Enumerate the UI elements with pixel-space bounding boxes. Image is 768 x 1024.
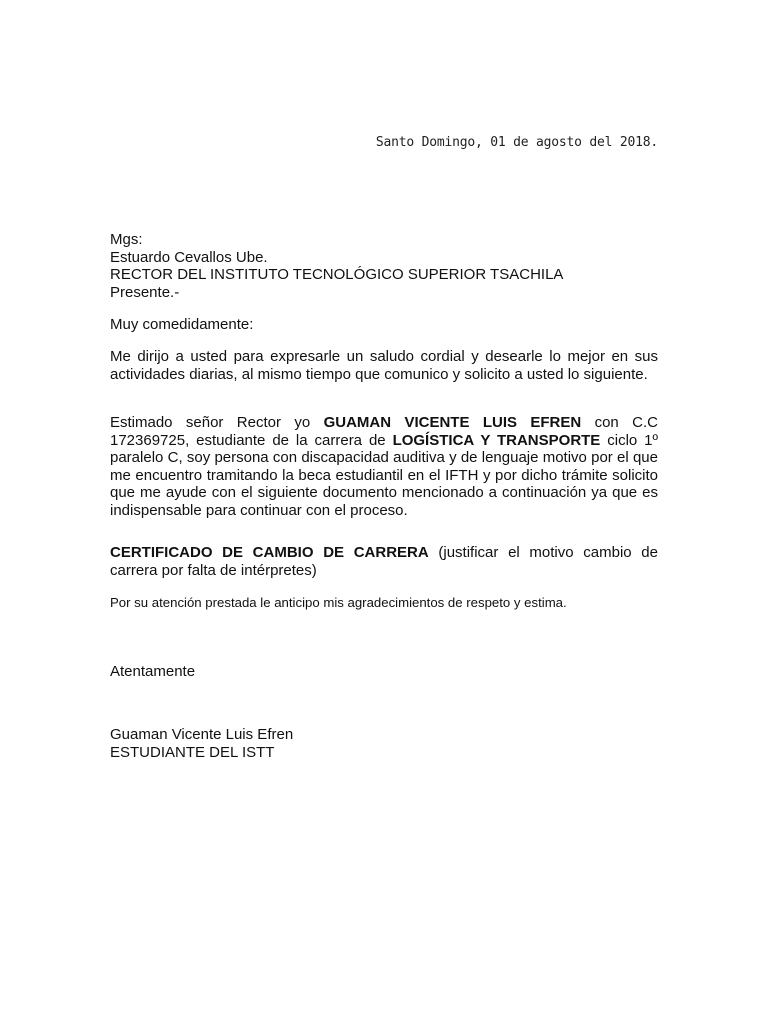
career-name: LOGÍSTICA Y TRANSPORTE bbox=[392, 431, 601, 449]
body-paragraph-3 bbox=[110, 544, 658, 579]
date-line: Santo Domingo, 01 de agosto del 2018. bbox=[375, 135, 658, 150]
signature-name: Guaman Vicente Luis Efren bbox=[110, 726, 294, 743]
paragraph-2-id: con C.C 172369725, estudiante de la carrera de bbox=[110, 414, 658, 449]
certificate-name: CERTIFICADO DE CAMBIO DE CARRERA bbox=[110, 544, 429, 561]
certificate-detail: (justificar el motivo cambio de carrera por falta de intérpretes) bbox=[110, 544, 658, 579]
paragraph-2-intro: Estimado señor Rector yo bbox=[110, 414, 324, 431]
body-paragraph-2 bbox=[110, 414, 658, 519]
body-paragraph-4: Por su atención prestada le anticipo mis agradecimientos de respeto y estima. bbox=[110, 595, 567, 610]
student-name: GUAMAN VICENTE LUIS EFREN bbox=[323, 414, 582, 431]
recipient-title: Mgs: bbox=[110, 231, 143, 248]
closing: Atentamente bbox=[110, 663, 196, 680]
recipient-position: RECTOR DEL INSTITUTO TECNOLÓGICO SUPERIOR TSACHILA bbox=[110, 266, 564, 283]
paragraph-2-rest: ciclo 1º paralelo C, soy persona con discapacidad auditiva y de lenguaje motivo por el que me encuentro tramitando la beca estudiantil en el IFTH y por dicho trámite solicito que me ayude con el siguiente documento mencionado a continuación ya que es indispensable para continuar con el proceso. bbox=[110, 431, 659, 519]
signature-role: ESTUDIANTE DEL ISTT bbox=[110, 743, 275, 761]
recipient-name: Estuardo Cevallos Ube. bbox=[110, 248, 268, 266]
recipient-block bbox=[110, 231, 658, 301]
signature-block bbox=[110, 726, 293, 761]
greeting: Muy comedidamente: bbox=[110, 316, 254, 333]
body-paragraph-1: Me dirijo a usted para expresarle un saludo cordial y desearle lo mejor en sus actividades diarias, al mismo tiempo que comunico y solicito a usted lo siguiente. bbox=[110, 348, 658, 383]
recipient-presente: Presente.- bbox=[110, 283, 180, 301]
